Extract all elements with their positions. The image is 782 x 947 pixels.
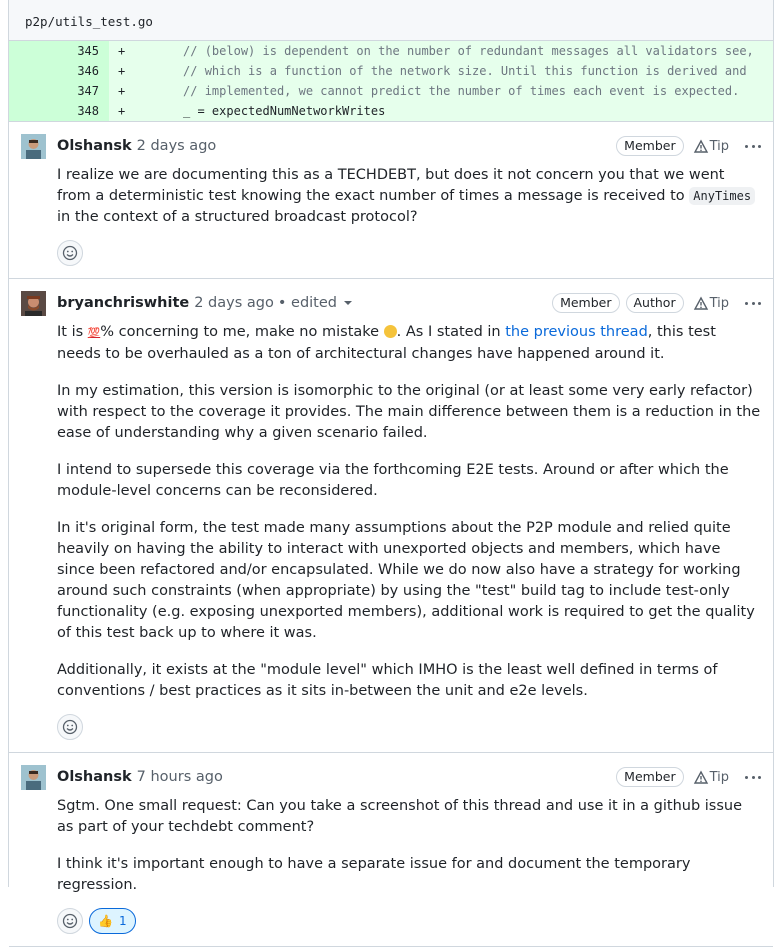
header-actions [616,136,761,156]
diff-code [109,81,773,101]
member-badge: Member [616,767,683,787]
header-actions [616,767,761,787]
text-span: , this test needs to be overhauled as a ton of architectural changes have happened around it. [57,324,716,362]
edited-dropdown[interactable] [278,295,352,311]
diff-line [9,101,773,121]
add-reaction-button[interactable] [57,240,83,266]
review-thread [8,0,774,928]
comment-paragraph [57,165,761,228]
line-number[interactable]: 346 [9,61,109,81]
reaction-count: 1 [118,914,127,928]
diff-sign: + [118,104,126,118]
warning-icon [694,140,708,153]
comment-body [57,322,761,702]
disappointed-face-icon [384,325,397,338]
text-span: It is [57,324,88,340]
comment-paragraph: Additionally, it exists at the "module level" which IMHO is the least well defined in terms of conventions / best practices as it sits in-between the unit and e2e levels. [57,662,718,699]
review-comment [9,122,773,278]
author-name[interactable]: bryanchriswhite [57,295,190,311]
code-text: _ = expectedNumNetworkWrites [125,104,386,118]
tip-label: Tip [709,138,729,154]
comment-header [57,765,761,789]
member-badge: Member [616,136,683,156]
avatar[interactable] [21,134,46,159]
reactions-bar [57,714,761,740]
more-options-icon[interactable] [745,145,761,148]
member-badge: Member [552,293,619,313]
edited-label: • edited [277,295,337,311]
review-comment [9,753,773,946]
timestamp[interactable]: 2 days ago [136,138,217,154]
text-span: . As I stated in [396,324,506,340]
code-text: // which is a function of the network size. Until this function is derived and [125,64,747,78]
diff-sign: + [118,84,126,98]
author-name[interactable]: Olshansk [57,138,132,154]
text-span: % concerning to me, make no mistake [100,324,384,340]
diff-sign: + [118,44,126,58]
author-name[interactable]: Olshansk [57,769,132,785]
comment-body [57,165,761,228]
comment-paragraph: Sgtm. One small request: Can you take a screenshot of this thread and use it in a github issue as part of your techdebt comment? [57,798,743,835]
file-path[interactable]: p2p/utils_test.go [25,14,153,29]
thumbs-up-icon: 👍 [98,914,113,928]
more-options-icon[interactable] [745,776,761,779]
comment-paragraph: In my estimation, this version is isomorphic to the original (or at least some very early refactor) with respect to the coverage it provides. The main difference between them is a reduction in the ease of understanding why a given scenario failed. [57,383,761,441]
diff-code [109,101,773,121]
line-number[interactable]: 347 [9,81,109,101]
diff-snippet [9,41,773,122]
diff-sign: + [118,64,126,78]
warning-icon [694,771,708,784]
file-path-header [9,0,773,41]
tip-button[interactable] [694,770,729,785]
text-span: in the context of a structured broadcast protocol? [57,209,418,225]
diff-code [109,61,773,81]
more-options-icon[interactable] [745,302,761,305]
timestamp[interactable]: 7 hours ago [136,769,223,785]
comment-header [57,134,761,158]
chevron-down-icon [344,301,352,305]
code-text: // implemented, we cannot predict the number of times each event is expected. [125,84,740,98]
tip-label: Tip [709,769,729,785]
add-reaction-button[interactable] [57,714,83,740]
tip-button[interactable] [694,139,729,154]
timestamp[interactable]: 2 days ago [194,295,274,311]
smiley-icon [62,245,78,261]
add-reaction-button[interactable] [57,908,83,934]
line-number[interactable]: 348 [9,101,109,121]
thumbs-up-reaction[interactable] [89,908,136,934]
comment-paragraph: I intend to supersede this coverage via the forthcoming E2E tests. Around or after which the module-level concerns can be reconsidered. [57,462,729,499]
hundred-points-icon: 💯 [87,328,101,339]
tip-label: Tip [709,295,729,311]
reactions-bar [57,908,761,934]
diff-line [9,81,773,101]
diff-line [9,61,773,81]
smiley-icon [62,719,78,735]
comment-header [57,291,761,315]
comment-body [57,796,761,896]
review-comment [9,279,773,752]
diff-line [9,41,773,61]
comment-paragraph [57,322,761,365]
line-number[interactable]: 345 [9,41,109,61]
comment-paragraph: I think it's important enough to have a separate issue for and document the temporary regression. [57,856,691,893]
comment-paragraph: In it's original form, the test made many assumptions about the P2P module and relied quite heavily on having the ability to interact with unexported objects and members, which have since been refactored and/or encapsulated. While we do now also have a strategy for working around such constraints (when appropriate) by using the "test" build tag to include test-only functionality (e.g. exposing unexported members), additional work is required to get the quality of this test back up to where it was. [57,520,755,641]
avatar[interactable] [21,291,46,316]
header-actions [552,293,761,313]
tip-button[interactable] [694,296,729,311]
text-span: I realize we are documenting this as a TECHDEBT, but does it not concern you that we went from a deterministic test knowing the exact number of times a message is received to [57,167,725,204]
code-text: // (below) is dependent on the number of redundant messages all validators see, [125,44,754,58]
inline-code: AnyTimes [689,187,755,205]
diff-code [109,41,773,61]
smiley-icon [62,913,78,929]
author-badge: Author [626,293,684,313]
avatar[interactable] [21,765,46,790]
reactions-bar [57,240,761,266]
previous-thread-link[interactable]: the previous thread [505,324,648,340]
warning-icon [694,297,708,310]
